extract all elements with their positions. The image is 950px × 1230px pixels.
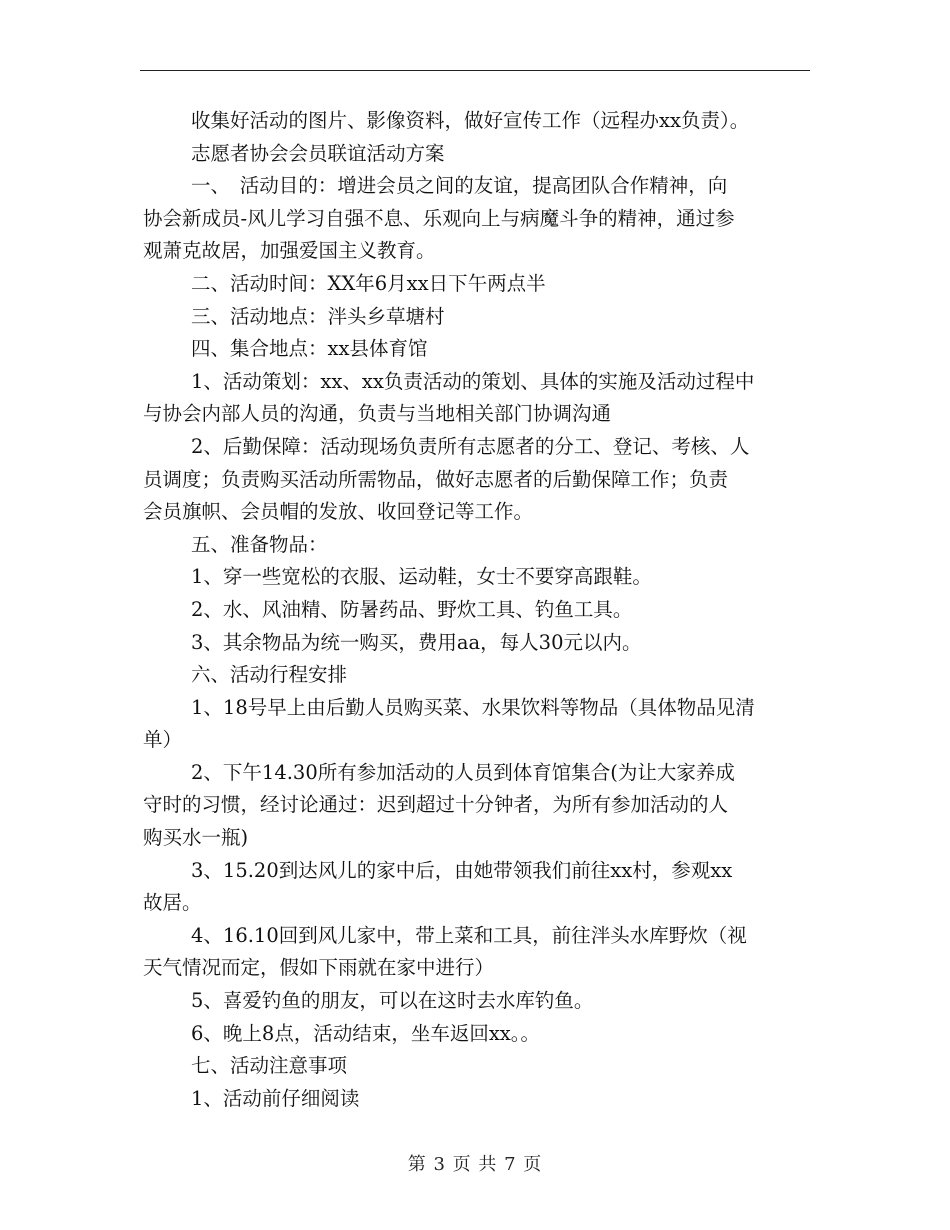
paragraph bbox=[143, 1083, 815, 1116]
text-line: 志愿者协会会员联谊活动方案 bbox=[191, 141, 445, 165]
paragraph bbox=[143, 985, 815, 1018]
text-line: 七、活动注意事项 bbox=[191, 1054, 348, 1078]
paragraph bbox=[143, 333, 815, 366]
text-line: 3、其余物品为统一购买，费用aa，每人30元以内。 bbox=[191, 630, 642, 654]
text-line: 一、 活动目的：增进会员之间的友谊，提高团队合作精神，向 bbox=[191, 174, 728, 198]
text-line: 5、喜爱钓鱼的朋友，可以在这时去水库钓鱼。 bbox=[191, 989, 594, 1013]
text-line: 守时的习惯，经讨论通过：迟到超过十分钟者，为所有参加活动的人 bbox=[143, 793, 729, 817]
text-line: 单） bbox=[143, 728, 183, 752]
text-line: 1、穿一些宽松的衣服、运动鞋，女士不要穿高跟鞋。 bbox=[191, 565, 652, 589]
text-line: 购买水一瓶) bbox=[143, 826, 249, 850]
text-line: 6、晚上8点，活动结束，坐车返回xx。。 bbox=[191, 1021, 541, 1045]
text-line: 四、集合地点：xx县体育馆 bbox=[191, 337, 428, 361]
paragraph bbox=[143, 366, 815, 431]
paragraph bbox=[143, 757, 815, 855]
paragraph bbox=[143, 692, 815, 757]
document-body bbox=[143, 105, 815, 1115]
text-line: 1、18号早上由后勤人员购买菜、水果饮料等物品（具体物品见清 bbox=[191, 695, 755, 719]
paragraph bbox=[143, 659, 815, 692]
text-line: 二、活动时间：XX年6月xx日下午两点半 bbox=[191, 271, 546, 295]
paragraph bbox=[143, 561, 815, 594]
text-line: 1、活动策划：xx、xx负责活动的策划、具体的实施及活动过程中 bbox=[191, 369, 755, 393]
text-line: 协会新成员-风儿学习自强不息、乐观向上与病魔斗争的精神，通过参 bbox=[143, 206, 735, 230]
text-line: 员调度；负责购买活动所需物品，做好志愿者的后勤保障工作；负责 bbox=[143, 467, 729, 491]
paragraph bbox=[143, 1050, 815, 1083]
paragraph bbox=[143, 920, 815, 985]
text-line: 天气情况而定，假如下雨就在家中进行） bbox=[143, 956, 495, 980]
paragraph bbox=[143, 301, 815, 334]
paragraph bbox=[143, 627, 815, 660]
paragraph bbox=[143, 268, 815, 301]
paragraph bbox=[143, 138, 815, 171]
text-line: 2、水、风油精、防暑药品、野炊工具、钓鱼工具。 bbox=[191, 597, 633, 621]
paragraph bbox=[143, 105, 815, 138]
paragraph bbox=[143, 170, 815, 268]
text-line: 观萧克故居，加强爱国主义教育。 bbox=[143, 239, 436, 263]
paragraph bbox=[143, 431, 815, 529]
text-line: 三、活动地点：泮头乡草塘村 bbox=[191, 304, 445, 328]
text-line: 与协会内部人员的沟通，负责与当地相关部门协调沟通 bbox=[143, 402, 612, 426]
text-line: 收集好活动的图片、影像资料，做好宣传工作（远程办xx负责）。 bbox=[191, 109, 750, 132]
text-line: 六、活动行程安排 bbox=[191, 663, 348, 687]
paragraph bbox=[143, 594, 815, 627]
text-line: 五、准备物品： bbox=[191, 532, 328, 556]
paragraph bbox=[143, 1018, 815, 1051]
header-rule bbox=[140, 70, 810, 71]
paragraph bbox=[143, 855, 815, 920]
page-footer: 第 3 页 共 7 页 bbox=[407, 1154, 543, 1175]
text-line: 会员旗帜、会员帽的发放、收回登记等工作。 bbox=[143, 500, 534, 524]
text-line: 3、15.20到达风儿的家中后，由她带领我们前往xx村，参观xx bbox=[191, 858, 733, 882]
text-line: 4、16.10回到风儿家中，带上菜和工具，前往泮头水库野炊（视 bbox=[191, 923, 747, 947]
text-line: 2、后勤保障：活动现场负责所有志愿者的分工、登记、考核、人 bbox=[191, 434, 750, 458]
text-line: 2、下午14.30所有参加活动的人员到体育馆集合(为让大家养成 bbox=[191, 760, 735, 784]
text-line: 1、活动前仔细阅读 bbox=[191, 1086, 360, 1110]
text-line: 故居。 bbox=[143, 891, 202, 915]
paragraph bbox=[143, 529, 815, 562]
